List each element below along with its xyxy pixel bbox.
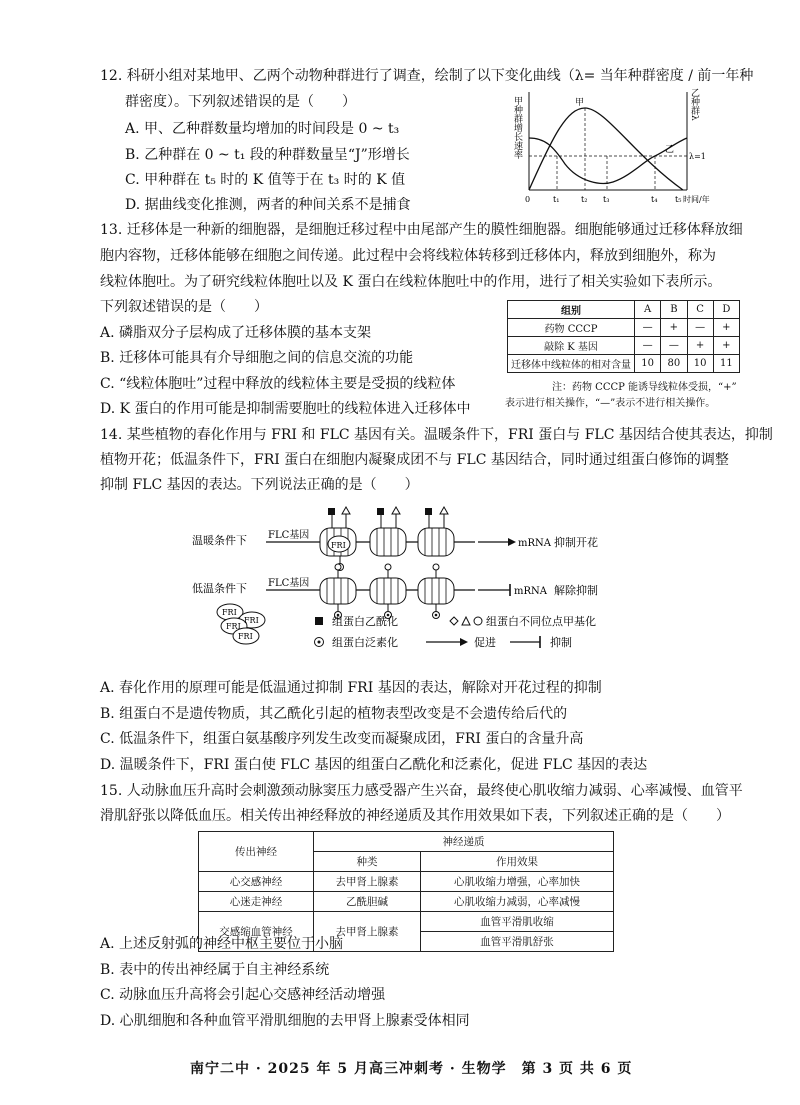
q13-stem-line4: 下列叙述错误的是（ ）	[100, 299, 268, 315]
svg-text:FRI: FRI	[244, 616, 259, 625]
q13-th-a: A	[635, 301, 661, 319]
diagram-warm-label: 温暖条件下	[192, 534, 247, 547]
table-cell: 迁移体中线粒体的相对含量	[508, 355, 635, 373]
chart-tick-t3: t₃	[603, 195, 610, 204]
table-cell: 交感缩血管神经	[199, 912, 314, 952]
table-cell: 去甲肾上腺素	[314, 912, 421, 952]
legend-inhibit-label: 抑制	[550, 636, 572, 649]
q14-stem-line1: 14. 某些植物的春化作用与 FRI 和 FLC 基因有关。温暖条件下，FRI 蛋白与 FLC 基因结合使其表达，抑制	[100, 427, 773, 443]
chart-tick-t4: t₄	[651, 195, 658, 204]
q14-option-c: C. 低温条件下，组蛋白氨基酸序列发生改变而凝聚成团，FRI 蛋白的含量升高	[100, 731, 584, 747]
q15-stem-line1: 15. 人动脉血压升高时会刺激颈动脉窦压力感受器产生兴奋，最终使心肌收缩力减弱、心率减慢、血管平	[100, 783, 743, 799]
q13-th-b: B	[661, 301, 687, 319]
q13-note-line1: 注：药物 CCCP 能诱导线粒体受损，“+”	[552, 382, 737, 393]
table-cell: +	[713, 319, 739, 337]
table-cell: 敲除 K 基因	[508, 337, 635, 355]
q13-th-d: D	[713, 301, 739, 319]
diagram-warm-result: 抑制开花	[554, 536, 598, 549]
diagram-gene-label-warm: FLC基因	[268, 530, 310, 541]
q13-stem-line3: 线粒体胞吐。为了研究线粒体胞吐以及 K 蛋白在线粒体胞吐中的作用，进行了相关实验如下表所示。	[100, 274, 722, 290]
legend-ubiq-icon	[315, 638, 324, 647]
q14-option-b: B. 组蛋白不是遗传物质，其乙酰化引起的植物表型改变是不会遗传给后代的	[100, 706, 568, 722]
svg-text:FRI: FRI	[238, 632, 253, 641]
svg-text:FRI: FRI	[222, 608, 237, 617]
table-cell: +	[661, 319, 687, 337]
legend-acetyl-icon	[315, 617, 323, 625]
diagram-fri-aggregate	[217, 604, 265, 644]
table-row	[508, 319, 740, 337]
q13-stem-line2: 胞内容物，迁移体能够在细胞之间传递。此过程中会将线粒体转移到迁移体内，释放到细胞外，称为	[100, 248, 716, 264]
q13-stem-line1: 13. 迁移体是一种新的细胞器，是细胞迁移过程中由尾部产生的膜性细胞器。细胞能够通过迁移体释放细	[100, 222, 743, 238]
diagram-cold-label: 低温条件下	[192, 582, 247, 595]
q12-option-d: D. 据曲线变化推测，两者的种间关系不是捕食	[125, 197, 411, 213]
q13-option-a: A. 磷脂双分子层构成了迁移体膜的基本支架	[100, 325, 372, 341]
table-row	[508, 355, 740, 373]
table-cell: 心肌收缩力减弱，心率减慢	[421, 892, 614, 912]
diagram-arrowhead-warm	[508, 538, 516, 546]
table-row	[199, 912, 614, 932]
chart-series-jia	[529, 108, 683, 190]
q14-option-d: D. 温暖条件下，FRI 蛋白使 FLC 基因的组蛋白乙酰化和泛素化，促进 FLC 基因的表达	[100, 757, 648, 773]
chart-series-jia-label: 甲	[575, 98, 585, 108]
q13-th-c: C	[687, 301, 713, 319]
table-cell: 去甲肾上腺素	[314, 872, 421, 892]
table-row	[199, 872, 614, 892]
table-cell: 心肌收缩力增强，心率加快	[421, 872, 614, 892]
table-cell: 11	[713, 355, 739, 373]
chart-tick-t2: t₂	[581, 195, 588, 204]
table-cell: +	[687, 337, 713, 355]
q12-stem-line2: 群密度）。下列叙述错误的是（ ）	[125, 94, 356, 110]
q15-th-kind: 种类	[314, 852, 421, 872]
diagram-gene-label-cold: FLC基因	[268, 578, 310, 589]
table-cell: 10	[635, 355, 661, 373]
table-cell: 心交感神经	[199, 872, 314, 892]
q13-option-b: B. 迁移体可能具有介导细胞之间的信息交流的功能	[100, 350, 414, 366]
legend-ubiq-label: 组蛋白泛素化	[332, 636, 398, 649]
diagram-cold-result: 解除抑制	[554, 584, 598, 597]
chart-series-yi-label: 乙	[665, 145, 675, 155]
legend-methyl-icon	[450, 617, 482, 625]
table-cell: 80	[661, 355, 687, 373]
diagram-mrna-warm: mRNA	[518, 538, 551, 549]
q13-table-header	[508, 301, 740, 319]
chart-x-label: 时间/年	[683, 195, 710, 204]
diagram-nucleosome-cold-2	[370, 564, 406, 619]
table-cell: —	[635, 337, 661, 355]
q13-option-d: D. K 蛋白的作用可能是抑制需要胞吐的线粒体进入迁移体中	[100, 401, 471, 417]
legend-methyl-label: 组蛋白不同位点甲基化	[486, 615, 596, 628]
chart-tick-0: 0	[525, 195, 531, 204]
table-cell: 血管平滑肌收缩	[421, 912, 614, 932]
table-cell: —	[687, 319, 713, 337]
q12-option-b: B. 乙种群在 0 ~ t₁ 段的种群数量呈“J”形增长	[125, 147, 410, 163]
diagram-fri-label-warm: FRI	[331, 541, 346, 550]
q13-option-c: C. “线粒体胞吐”过程中释放的线粒体主要是受损的线粒体	[100, 376, 456, 392]
q13-note-line2: 表示进行相关操作，“—”表示不进行相关操作。	[505, 398, 716, 409]
chart-right-axis-label: 乙种群λ	[689, 88, 699, 121]
legend-acetyl-label: 组蛋白乙酰化	[332, 615, 398, 628]
diagram-mrna-cold: mRNA	[514, 586, 547, 597]
table-cell: 血管平滑肌舒张	[421, 932, 614, 952]
diagram-nucleosome-cold-1	[320, 564, 356, 619]
q15-option-c: C. 动脉血压升高将会引起心交感神经活动增强	[100, 987, 386, 1003]
q15-th-nerve: 传出神经	[199, 832, 314, 872]
table-cell: +	[713, 337, 739, 355]
q12-stem-line1: 12. 科研小组对某地甲、乙两个动物种群进行了调查，绘制了以下变化曲线（λ= 当年种群密度 / 前一年种	[100, 68, 754, 84]
chart-lambda-label: λ=1	[689, 152, 706, 161]
legend-promote-label: 促进	[474, 636, 496, 649]
table-cell: —	[635, 319, 661, 337]
q12-option-c: C. 甲种群在 t₅ 时的 K 值等于在 t₃ 时的 K 值	[125, 172, 406, 188]
q14-diagram	[190, 500, 620, 660]
chart-left-axis-label: 甲种群增长速率	[512, 96, 522, 159]
table-cell: 乙酰胆碱	[314, 892, 421, 912]
q15-th-transmitter: 神经递质	[314, 832, 614, 852]
chart-series-yi	[529, 138, 687, 183]
q15-option-b: B. 表中的传出神经属于自主神经系统	[100, 962, 330, 978]
q15-option-d: D. 心肌细胞和各种血管平滑肌细胞的去甲肾上腺素受体相同	[100, 1013, 470, 1029]
q14-option-a: A. 春化作用的原理可能是低温通过抑制 FRI 基因的表达，解除对开花过程的抑制	[100, 680, 602, 696]
table-row	[199, 892, 614, 912]
diagram-nucleosome-warm-2	[370, 507, 406, 556]
chart-tick-t5: t₅	[675, 195, 682, 204]
q13-table	[507, 300, 740, 373]
q15-option-a: A. 上述反射弧的神经中枢主要位于小脑	[100, 936, 344, 952]
page-footer: 南宁二中 · 2025 年 5 月高三冲刺考 · 生物学 第 3 页 共 6 页	[190, 1061, 633, 1077]
chart-tick-t1: t₁	[553, 195, 560, 204]
table-cell: 心迷走神经	[199, 892, 314, 912]
table-cell: —	[661, 337, 687, 355]
q15-table-header-1	[199, 832, 614, 852]
q15-stem-line2: 滑肌舒张以降低血压。相关传出神经释放的神经递质及其作用效果如下表，下列叙述正确的是（ ）	[100, 808, 730, 824]
table-cell: 10	[687, 355, 713, 373]
q12-chart	[505, 86, 710, 210]
q14-stem-line2: 植物开花；低温条件下，FRI 蛋白在细胞内凝聚成团不与 FLC 基因结合，同时通过组蛋白修饰的调整	[100, 452, 729, 468]
diagram-nucleosome-warm-3	[418, 507, 454, 556]
table-cell: 药物 CCCP	[508, 319, 635, 337]
q13-th-group: 组别	[508, 301, 635, 319]
q12-option-a: A. 甲、乙种群数量均增加的时间段是 0 ~ t₃	[125, 121, 400, 137]
diagram-nucleosome-cold-3	[418, 564, 454, 619]
legend-promote-arrowhead	[460, 638, 468, 646]
q15-th-effect: 作用效果	[421, 852, 614, 872]
table-row	[508, 337, 740, 355]
q14-stem-line3: 抑制 FLC 基因的表达。下列说法正确的是（ ）	[100, 477, 419, 493]
svg-text:FRI: FRI	[226, 622, 241, 631]
